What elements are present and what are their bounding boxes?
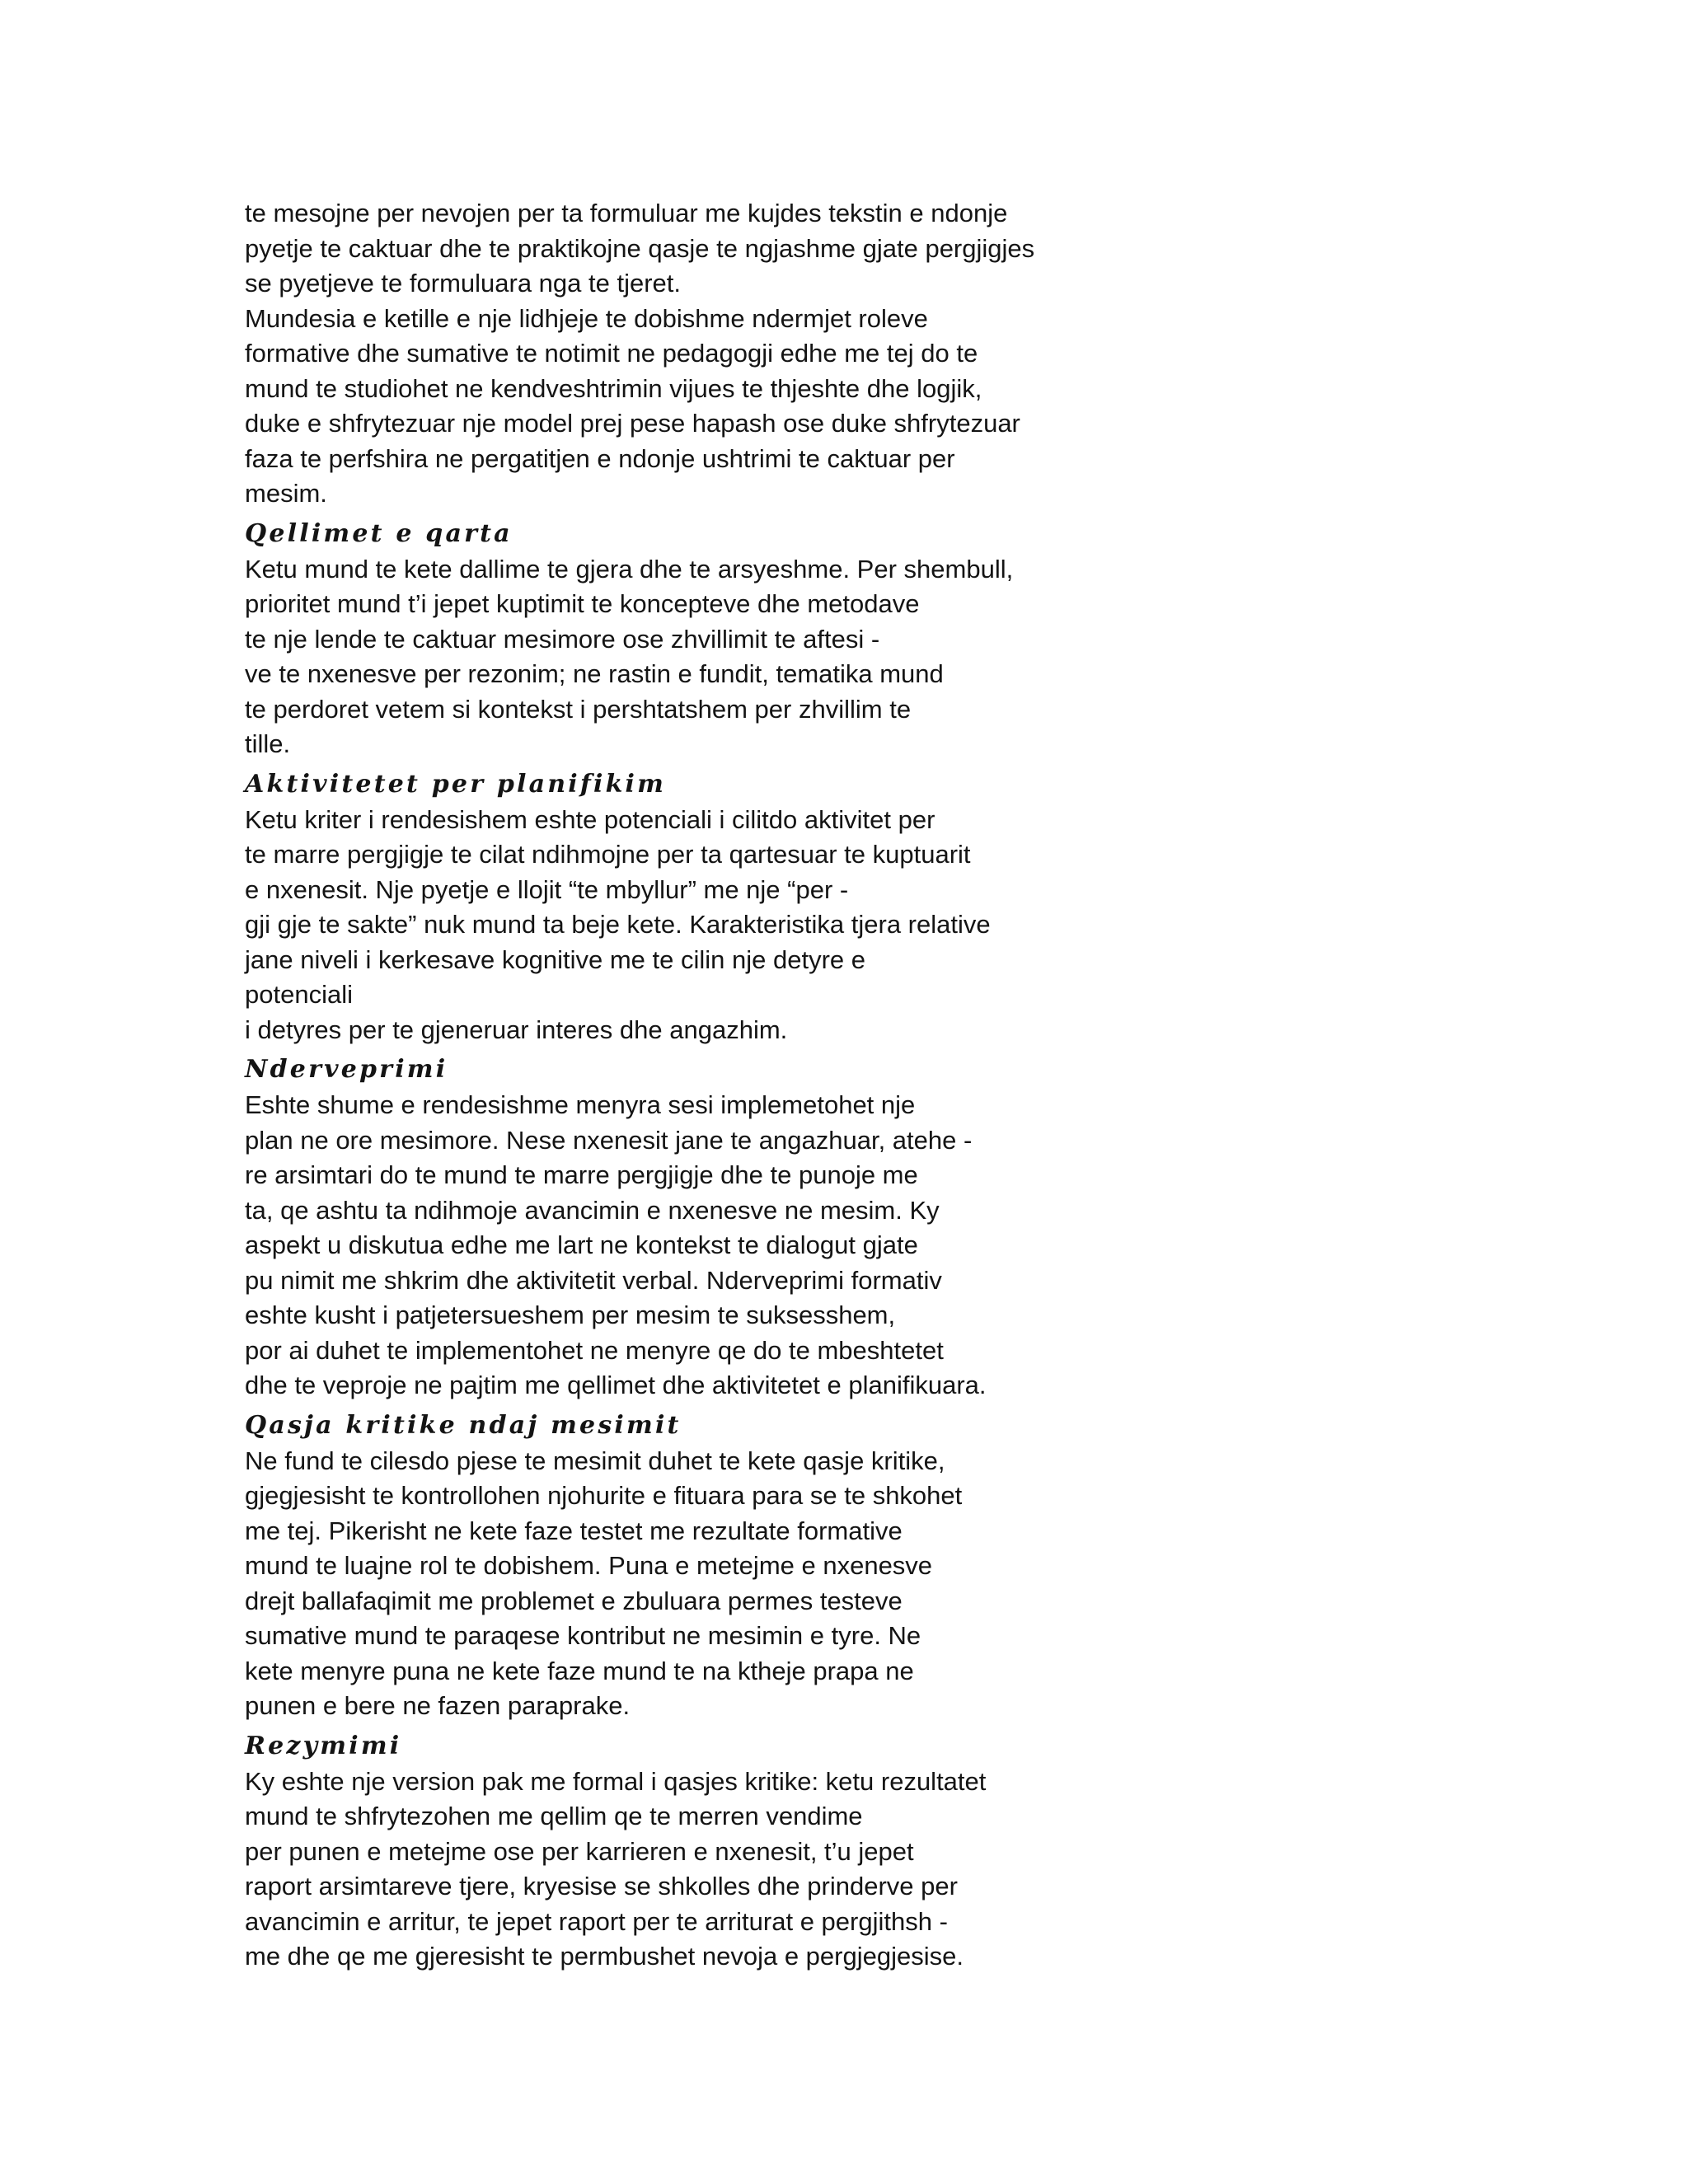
body-line: Mundesia e ketille e nje lidhjeje te dobishme ndermjet roleve: [245, 303, 928, 333]
body-line: pu nimit me shkrim dhe aktivitetit verbal. Nderveprimi formativ: [245, 1265, 942, 1295]
document-page: [245, 196, 1481, 1975]
body-line: formative dhe sumative te notimit ne pedagogji edhe me tej do te: [245, 339, 978, 368]
body-line: mund te shfrytezohen me qellim qe te merren vendime: [245, 1802, 863, 1830]
body-line: me dhe qe me gjeresisht te permbushet nevoja e pergjegjesise.: [245, 1942, 964, 1971]
section-heading: Aktivitetet per planifikim: [245, 769, 667, 799]
body-line: raport arsimtareve tjere, kryesise se shkolles dhe prinderve per: [245, 1872, 958, 1900]
section-qasja-kritike: [245, 1404, 1481, 1724]
body-line: pyetje te caktuar dhe te praktikojne qasje te ngjashme gjate pergjigjes: [245, 233, 1035, 263]
body-line: eshte kusht i patjetersueshem per mesim te suksesshem,: [245, 1301, 896, 1329]
section-qellimet: [245, 512, 1481, 762]
body-line: e nxenesit. Nje pyetje e llojit “te mbyllur” me nje “per -: [245, 874, 849, 904]
body-line: potenciali: [245, 980, 353, 1009]
body-line: punen e bere ne fazen paraprake.: [245, 1691, 631, 1720]
body-line: prioritet mund t’i jepet kuptimit te koncepteve dhe metodave: [245, 589, 920, 618]
body-line: Ketu mund te kete dallime te gjera dhe te arsyeshme. Per shembull,: [245, 554, 1014, 583]
body-line: te marre pergjigje te cilat ndihmojne per ta qartesuar te kuptuarit: [245, 840, 971, 869]
section-aktivitetet: [245, 762, 1481, 1048]
body-line: tille.: [245, 729, 291, 758]
body-line: aspekt u diskutua edhe me lart ne kontekst te dialogut gjate: [245, 1230, 918, 1259]
body-line: mund te luajne rol te dobishem. Puna e metejme e nxenesve: [245, 1551, 933, 1580]
intro-section: [245, 196, 1481, 512]
body-line: gji gje te sakte” nuk mund ta beje kete. Karakteristika tjera relative: [245, 910, 991, 939]
body-line: mesim.: [245, 479, 327, 508]
body-line: te mesojne per nevojen per ta formuluar me kujdes tekstin e ndonje: [245, 199, 1008, 227]
body-line: duke e shfrytezuar nje model prej pese hapash ose duke shfrytezuar: [245, 409, 1020, 438]
body-line: faza te perfshira ne pergatitjen e ndonje ushtrimi te caktuar per: [245, 443, 955, 473]
body-line: avancimin e arritur, te jepet raport per te arriturat e pergjithsh -: [245, 1906, 948, 1936]
body-line: dhe te veproje ne pajtim me qellimet dhe aktivitetet e planifikuara.: [245, 1371, 987, 1399]
body-line: Ketu kriter i rendesishem eshte potenciali i cilitdo aktivitet per: [245, 804, 935, 834]
body-line: se pyetjeve te formuluara nga te tjeret.: [245, 269, 682, 298]
body-line: re arsimtari do te mund te marre pergjigje dhe te punoje me: [245, 1160, 918, 1189]
body-line: por ai duhet te implementohet ne menyre qe do te mbeshtetet: [245, 1335, 944, 1365]
body-line: ve te nxenesve per rezonim; ne rastin e fundit, tematika mund: [245, 659, 944, 688]
section-nderveprimi: [245, 1047, 1481, 1404]
section-heading: Rezymimi: [245, 1731, 402, 1760]
body-line: mund te studiohet ne kendveshtrimin vijues te thjeshte dhe logjik,: [245, 373, 982, 403]
section-rezymimi: [245, 1724, 1481, 1975]
body-line: drejt ballafaqimit me problemet e zbuluara permes testeve: [245, 1586, 903, 1615]
body-line: i detyres per te gjeneruar interes dhe angazhim.: [245, 1015, 788, 1044]
body-line: Ne fund te cilesdo pjese te mesimit duhet te kete qasje kritike,: [245, 1446, 945, 1475]
body-line: ta, qe ashtu ta ndihmoje avancimin e nxenesve ne mesim. Ky: [245, 1195, 940, 1225]
body-line: me tej. Pikerisht ne kete faze testet me rezultate formative: [245, 1516, 903, 1545]
body-line: kete menyre puna ne kete faze mund te na ktheje prapa ne: [245, 1656, 914, 1685]
body-line: Ky eshte nje version pak me formal i qasjes kritike: ketu rezultatet: [245, 1766, 987, 1796]
body-line: sumative mund te paraqese kontribut ne mesimin e tyre. Ne: [245, 1621, 921, 1650]
body-line: jane niveli i kerkesave kognitive me te cilin nje detyre e: [245, 944, 865, 974]
body-line: te nje lende te caktuar mesimore ose zhvillimit te aftesi -: [245, 624, 880, 654]
body-line: gjegjesisht te kontrollohen njohurite e fituara para se te shkohet: [245, 1481, 963, 1510]
body-line: Eshte shume e rendesishme menyra sesi implemetohet nje: [245, 1090, 916, 1119]
body-line: te perdoret vetem si kontekst i pershtatshem per zhvillim te: [245, 694, 912, 724]
section-heading: Nderveprimi: [245, 1055, 448, 1084]
section-heading: Qasja kritike ndaj mesimit: [245, 1410, 682, 1440]
section-heading: Qellimet e qarta: [245, 518, 513, 548]
body-line: plan ne ore mesimore. Nese nxenesit jane te angazhuar, atehe -: [245, 1125, 973, 1155]
body-line: per punen e metejme ose per karrieren e nxenesit, t’u jepet: [245, 1836, 914, 1866]
